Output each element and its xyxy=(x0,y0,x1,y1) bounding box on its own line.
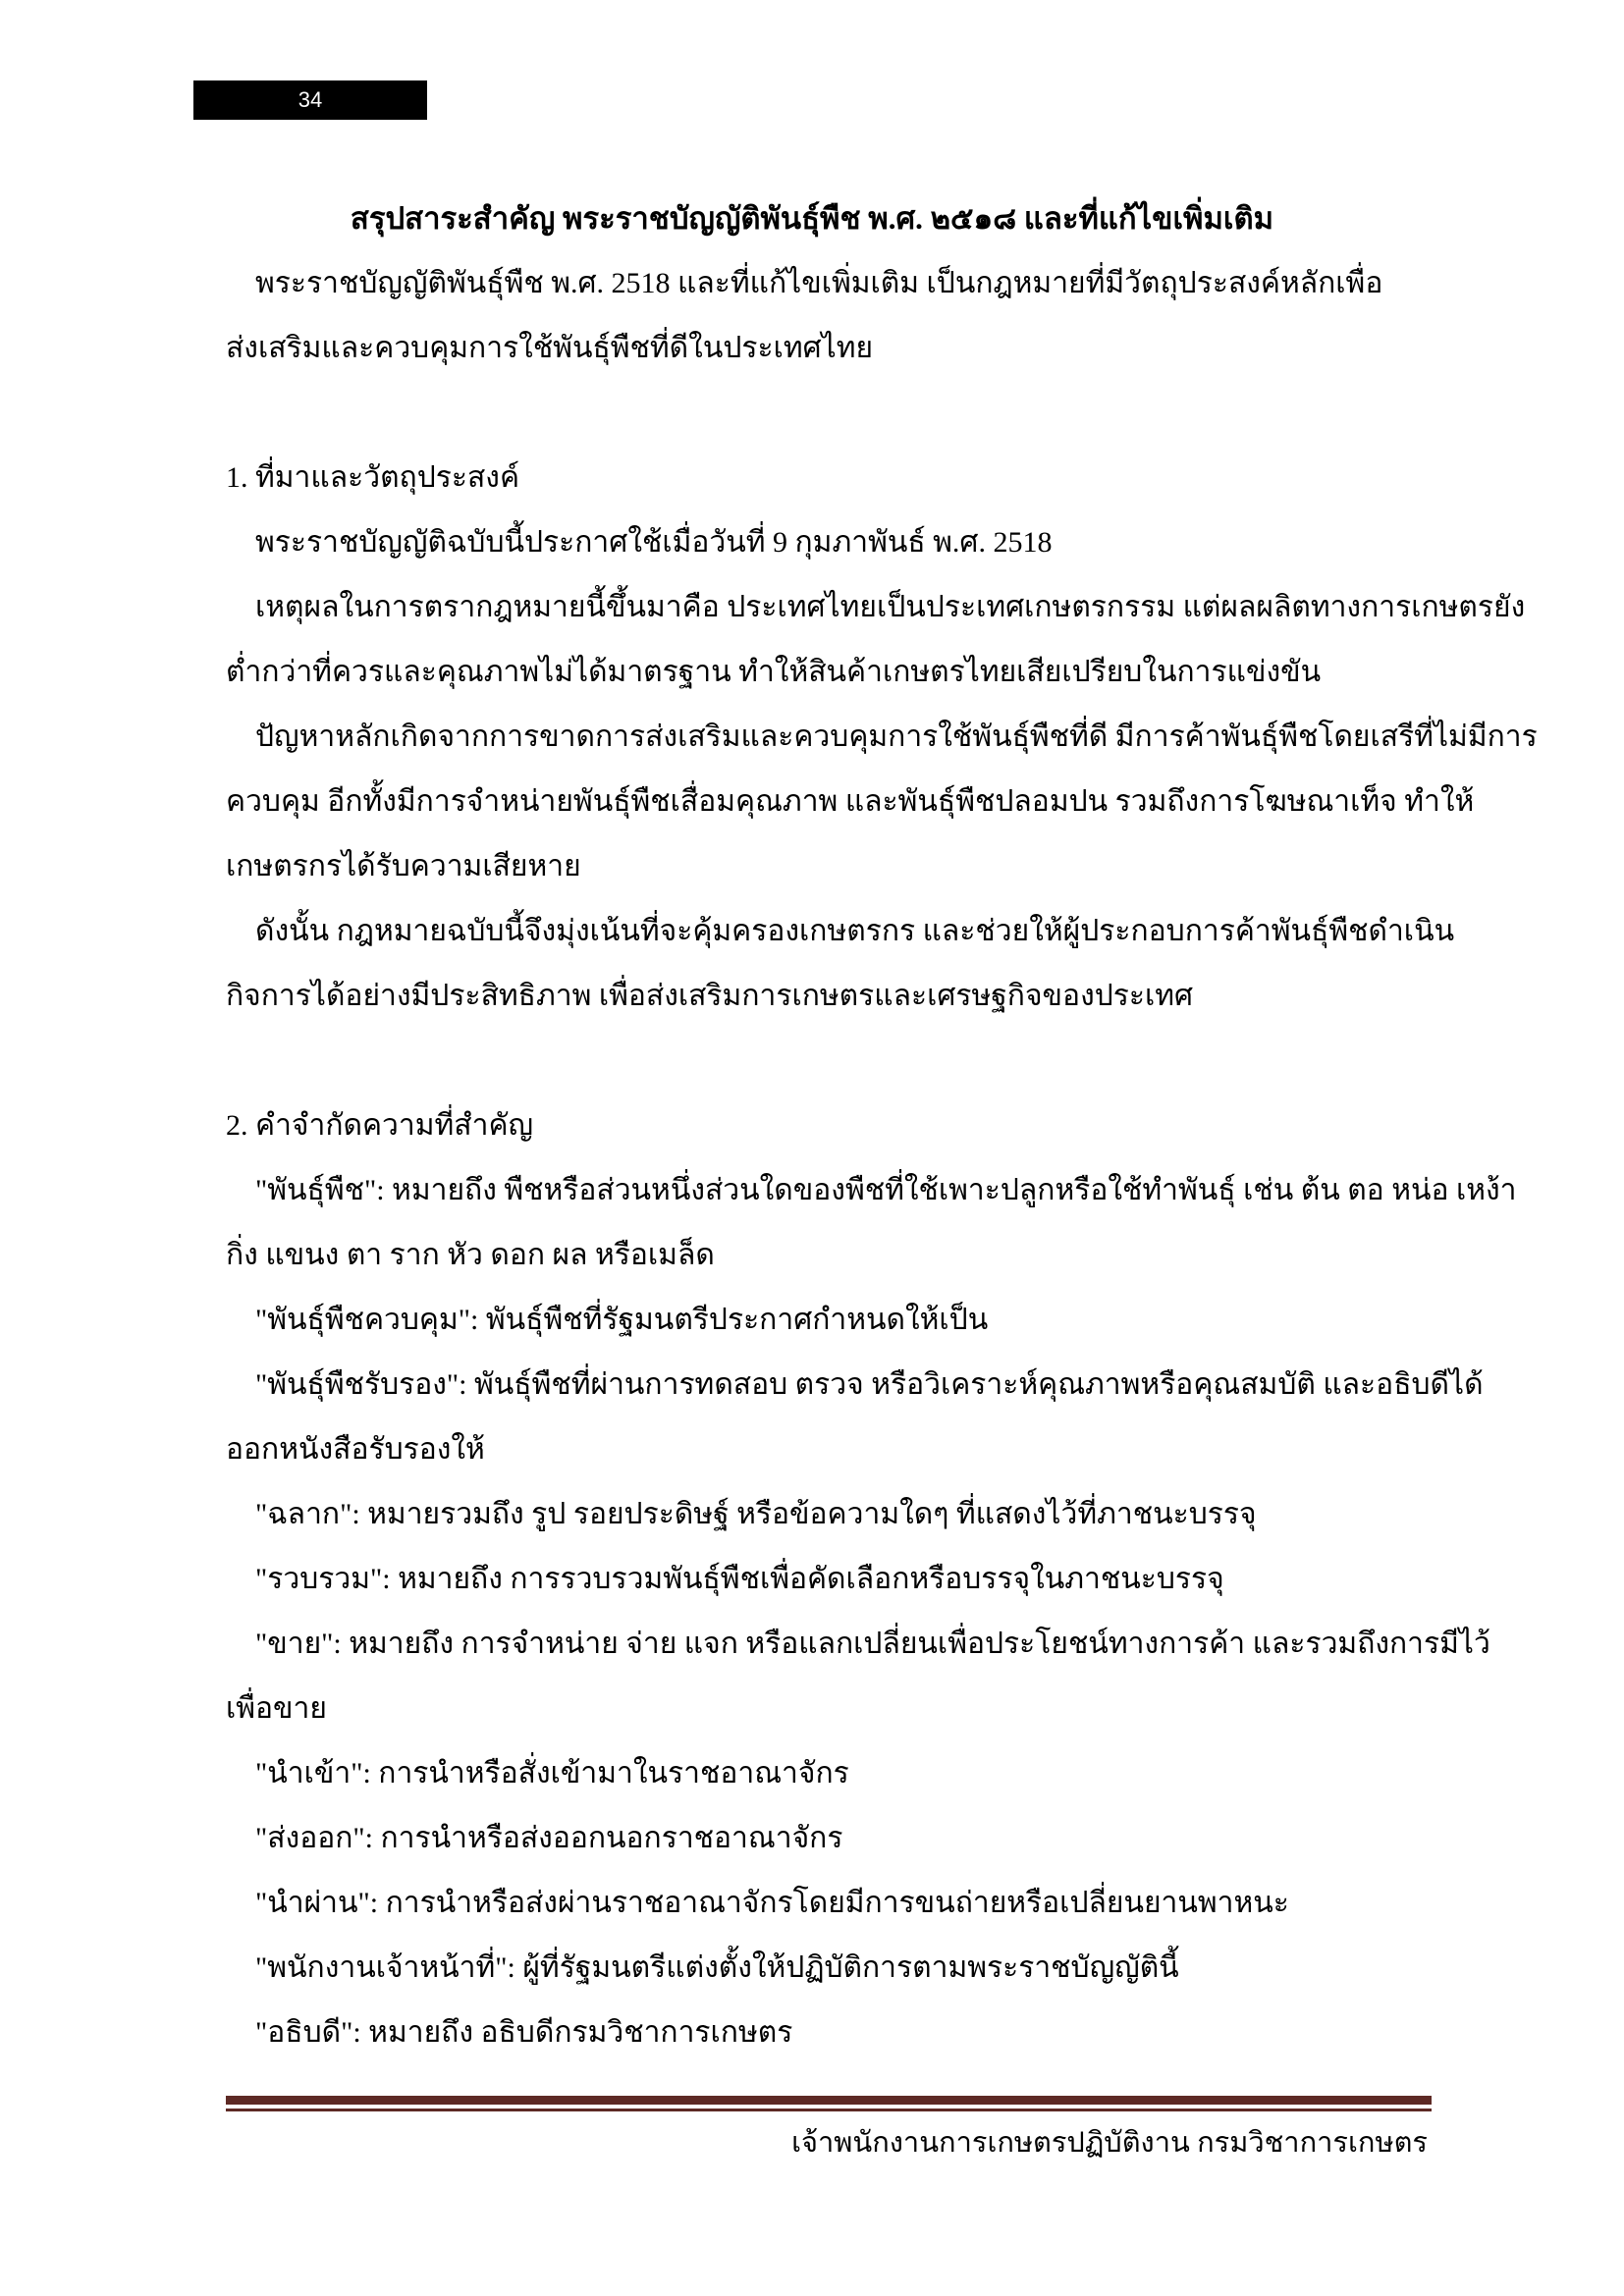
definition-line: "พันธุ์พืช": หมายถึง พืชหรือส่วนหนึ่งส่วนใดของพืชที่ใช้เพาะปลูกหรือใช้ทำพันธุ์ เช่น ต้น ตอ หน่อ เหง้า xyxy=(255,1174,1517,1206)
footer-rule xyxy=(226,2096,1432,2111)
body-line: เหตุผลในการตรากฎหมายนี้ขึ้นมาคือ ประเทศไทยเป็นประเทศเกษตรกรรม แต่ผลผลิตทางการเกษตรยัง xyxy=(255,591,1526,623)
definition-line: "ส่งออก": การนำหรือส่งออกนอกราชอาณาจักร xyxy=(255,1822,843,1854)
body-line: กิจการได้อย่างมีประสิทธิภาพ เพื่อส่งเสริมการเกษตรและเศรษฐกิจของประเทศ xyxy=(226,980,1194,1012)
body-line: พระราชบัญญัติฉบับนี้ประกาศใช้เมื่อวันที่ 9 กุมภาพันธ์ พ.ศ. 2518 xyxy=(255,526,1053,559)
definition-line: กิ่ง แขนง ตา ราก หัว ดอก ผล หรือเมล็ด xyxy=(226,1239,715,1271)
definition-line: "รวบรวม": หมายถึง การรวบรวมพันธุ์พืชเพื่อคัดเลือกหรือบรรจุในภาชนะบรรจุ xyxy=(255,1563,1224,1595)
intro-line: ส่งเสริมและควบคุมการใช้พันธุ์พืชที่ดีในประเทศไทย xyxy=(226,332,874,364)
body-line: ปัญหาหลักเกิดจากการขาดการส่งเสริมและควบคุมการใช้พันธุ์พืชที่ดี มีการค้าพันธุ์พืชโดยเสรีที่ไม่มีการ xyxy=(255,721,1538,753)
definition-line: "นำผ่าน": การนำหรือส่งผ่านราชอาณาจักรโดยมีการขนถ่ายหรือเปลี่ยนยานพาหนะ xyxy=(255,1887,1289,1919)
section-1-heading: 1. ที่มาและวัตถุประสงค์ xyxy=(226,461,520,494)
definition-line: "นำเข้า": การนำหรือสั่งเข้ามาในราชอาณาจักร xyxy=(255,1757,849,1789)
definition-line: เพื่อขาย xyxy=(226,1692,327,1725)
definition-line: "พนักงานเจ้าหน้าที่": ผู้ที่รัฐมนตรีแต่งตั้งให้ปฏิบัติการตามพระราชบัญญัตินี้ xyxy=(255,1951,1179,1984)
page-number: 34 xyxy=(298,87,323,112)
definition-line: "พันธุ์พืชควบคุม": พันธุ์พืชที่รัฐมนตรีประกาศกำหนดให้เป็น xyxy=(255,1304,989,1336)
footer-signature: เจ้าพนักงานการเกษตรปฏิบัติงาน กรมวิชาการเกษตร xyxy=(791,2127,1428,2159)
section-2-heading: 2. คำจำกัดความที่สำคัญ xyxy=(226,1109,534,1142)
document-body xyxy=(226,251,1538,2065)
footer-rule-thick-line xyxy=(226,2096,1432,2105)
page-number-badge xyxy=(193,80,427,120)
definition-line: "ฉลาก": หมายรวมถึง รูป รอยประดิษฐ์ หรือข้อความใดๆ ที่แสดงไว้ที่ภาชนะบรรจุ xyxy=(255,1498,1257,1530)
body-line: ควบคุม อีกทั้งมีการจำหน่ายพันธุ์พืชเสื่อมคุณภาพ และพันธุ์พืชปลอมปน รวมถึงการโฆษณาเท็จ ทำให้ xyxy=(226,785,1475,818)
body-line: เกษตรกรได้รับความเสียหาย xyxy=(226,850,581,882)
definition-line: "ขาย": หมายถึง การจำหน่าย จ่าย แจก หรือแลกเปลี่ยนเพื่อประโยชน์ทางการค้า และรวมถึงการมีไว้ xyxy=(255,1628,1490,1660)
definition-line: ออกหนังสือรับรองให้ xyxy=(226,1433,485,1466)
intro-line: พระราชบัญญัติพันธุ์พืช พ.ศ. 2518 และที่แก้ไขเพิ่มเติม เป็นกฎหมายที่มีวัตถุประสงค์หลักเพื่อ xyxy=(255,267,1383,299)
definition-line: "อธิบดี": หมายถึง อธิบดีกรมวิชาการเกษตร xyxy=(255,2016,793,2049)
footer-rule-thin-line xyxy=(226,2109,1432,2111)
body-line: ต่ำกว่าที่ควรและคุณภาพไม่ได้มาตรฐาน ทำให้สินค้าเกษตรไทยเสียเปรียบในการแข่งขัน xyxy=(226,656,1322,688)
page-title: สรุปสาระสำคัญ พระราชบัญญัติพันธุ์พืช พ.ศ. ๒๕๑๘ และที่แก้ไขเพิ่มเติม xyxy=(350,201,1274,236)
body-line: ดังนั้น กฎหมายฉบับนี้จึงมุ่งเน้นที่จะคุ้มครองเกษตรกร และช่วยให้ผู้ประกอบการค้าพันธุ์พืชดำเนิน xyxy=(255,915,1455,947)
definition-line: "พันธุ์พืชรับรอง": พันธุ์พืชที่ผ่านการทดสอบ ตรวจ หรือวิเคราะห์คุณภาพหรือคุณสมบัติ และอธิบดีได้ xyxy=(255,1368,1484,1401)
